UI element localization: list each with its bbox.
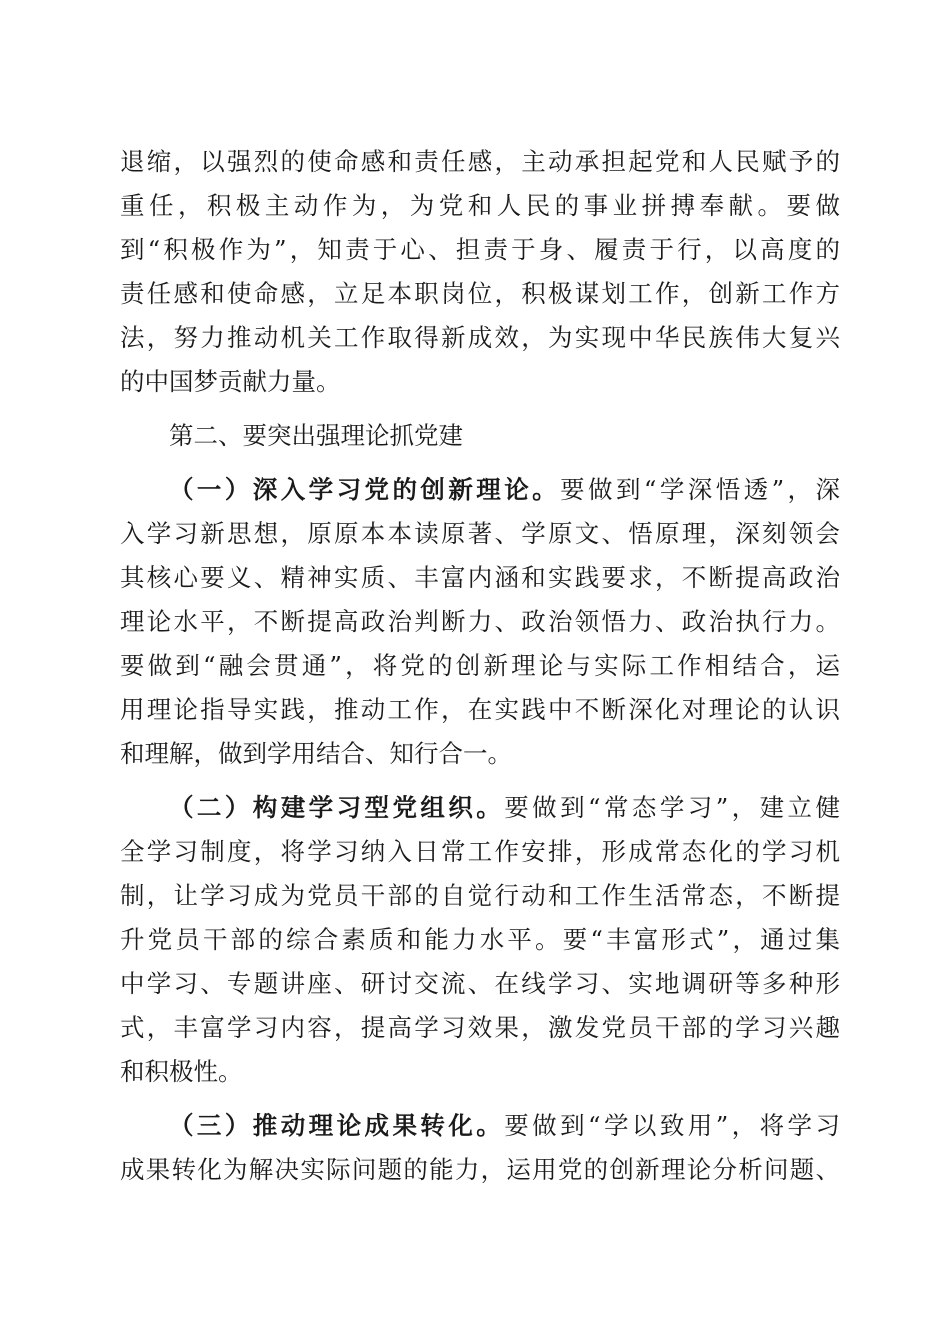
text-line: 式，丰富学习内容，提高学习效果，激发党员干部的学习兴趣 (120, 1013, 840, 1042)
text-line: 法，努力推动机关工作取得新成效，为实现中华民族伟大复兴 (120, 323, 840, 352)
text-line: 成果转化为解决实际问题的能力，运用党的创新理论分析问题、 (120, 1155, 840, 1184)
item-1-title: （一）深入学习党的创新理论。 (169, 475, 561, 504)
text-line: 理论水平，不断提高政治判断力、政治领悟力、政治执行力。 (120, 607, 840, 636)
item-3-title: （三）推动理论成果转化。 (169, 1111, 505, 1140)
text-line: 全学习制度，将学习纳入日常工作安排，形成常态化的学习机 (120, 837, 840, 866)
text-line: 的中国梦贡献力量。 (120, 367, 341, 396)
text-line: 到“积极作为”，知责于心、担责于身、履责于行，以高度的 (120, 235, 840, 264)
text-line: 制，让学习成为党员干部的自觉行动和工作生活常态，不断提 (120, 881, 840, 910)
item-2-title: （二）构建学习型党组织。 (169, 793, 505, 822)
item-2-first-line (120, 786, 840, 830)
text-line: 其核心要义、精神实质、丰富内涵和实践要求，不断提高政治 (120, 563, 840, 592)
document-body (120, 140, 840, 1192)
text-line: 退缩，以强烈的使命感和责任感，主动承担起党和人民赋予的 (120, 147, 840, 176)
text-line: 用理论指导实践，推动工作，在实践中不断深化对理论的认识 (120, 695, 840, 724)
item-2-first-line-rest: 要做到“常态学习”，建立健 (504, 793, 840, 822)
item-1-first-line-rest: 要做到“学深悟透”，深 (560, 475, 840, 504)
text-line: 重任，积极主动作为，为党和人民的事业拼搏奉献。要做 (120, 191, 840, 220)
section-heading: 第二、要突出强理论抓党建 (169, 421, 463, 450)
item-3-first-line (120, 1104, 840, 1148)
item-1-paragraph (120, 468, 840, 776)
text-line: 升党员干部的综合素质和能力水平。要“丰富形式”，通过集 (120, 925, 840, 954)
item-3-first-line-rest: 要做到“学以致用”，将学习 (504, 1111, 840, 1140)
text-line: 和理解，做到学用结合、知行合一。 (120, 739, 512, 768)
text-line: 责任感和使命感，立足本职岗位，积极谋划工作，创新工作方 (120, 279, 840, 308)
text-line: 入学习新思想，原原本本读原著、学原文、悟原理，深刻领会 (120, 519, 840, 548)
item-2-paragraph (120, 786, 840, 1094)
paragraph-1 (120, 140, 840, 404)
text-line: 中学习、专题讲座、研讨交流、在线学习、实地调研等多种形 (120, 969, 840, 998)
item-3-paragraph (120, 1104, 840, 1192)
text-line: 要做到“融会贯通”，将党的创新理论与实际工作相结合，运 (120, 651, 840, 680)
item-1-first-line (120, 468, 840, 512)
text-line: 和积极性。 (120, 1057, 243, 1086)
